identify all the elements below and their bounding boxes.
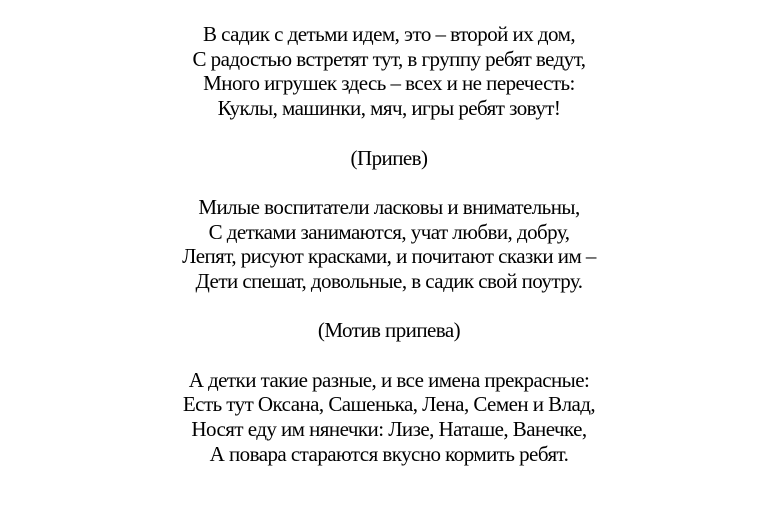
verse-3-line-3: Носят еду им нянечки: Лизе, Наташе, Ванечке, [191, 417, 587, 442]
verse-2-line-4: Дети спешат, довольные, в садик свой поутру. [195, 269, 583, 293]
verse-1-line-1: В садик с детьми идем, это – второй их дом, [202, 22, 576, 46]
verse-2-line-2: С детками занимаются, учат любви, добру, [208, 219, 570, 244]
verse-1-line-2: С радостью встретят тут, в группу ребят ведут, [192, 46, 586, 71]
verse-2-line-3: Лепят, рисуют красками, и почитают сказки им – [182, 244, 596, 269]
verse-1-line-3: Много игрушек здесь – всех и не перечесть: [203, 71, 575, 96]
chorus-label: (Припев) [350, 145, 428, 170]
verse-3 [0, 368, 778, 467]
verse-3-line-1: А детки такие разные, и все имена прекрасные: [188, 367, 590, 392]
chorus-motif-label: (Мотив припева) [317, 318, 461, 343]
song-lyrics-document [0, 22, 778, 467]
verse-2 [0, 195, 778, 294]
verse-1-line-4: Куклы, машинки, мяч, игры ребят зовут! [217, 96, 561, 121]
verse-3-line-2: Есть тут Оксана, Сашенька, Лена, Семен и Влад, [182, 392, 596, 417]
verse-1 [0, 22, 778, 121]
verse-2-line-1: Милые воспитатели ласковы и внимательны, [198, 194, 580, 219]
verse-3-line-4: А повара стараются вкусно кормить ребят. [209, 441, 569, 466]
